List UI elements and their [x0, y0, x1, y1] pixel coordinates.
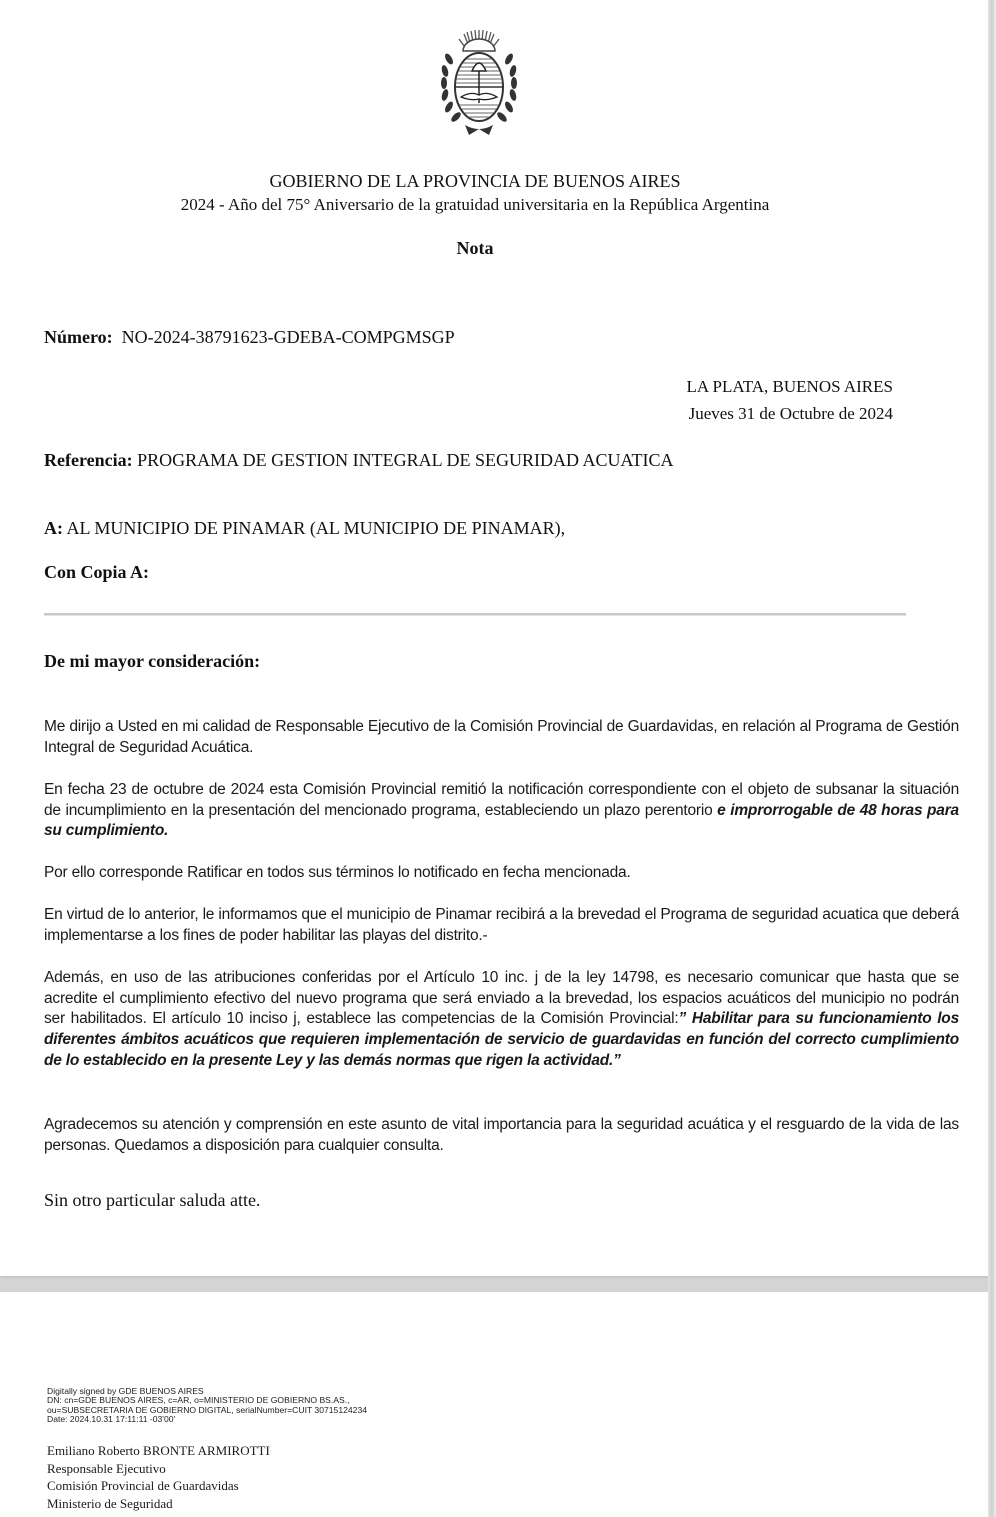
- number-value: NO-2024-38791623-GDEBA-COMPGMSGP: [121, 327, 455, 347]
- number-label: Número:: [44, 327, 113, 347]
- signer-block: [47, 1442, 270, 1512]
- paragraph-5-quote: ” Habilitar para su funcionamiento los diferentes ámbitos acuáticos que requieren implementación de servicio de guardavidas en función del correcto cumplimiento de lo establecido en la presente Ley y las demás normas que rigen la actividad.”: [44, 1010, 959, 1069]
- place: LA PLATA, BUENOS AIRES: [686, 377, 893, 396]
- signer-ministry: Ministerio de Seguridad: [47, 1495, 173, 1511]
- reference-label: Referencia:: [44, 450, 133, 470]
- paragraph-4: En virtud de lo anterior, le informamos que el municipio de Pinamar recibirá a la brevedad el Programa de seguridad acuatica que deberá implementarse a los fines de poder habilitar las playas del distrito.-: [44, 906, 959, 944]
- paragraph-5: [44, 968, 959, 1072]
- recipient-value: AL MUNICIPIO DE PINAMAR (AL MUNICIPIO DE PINAMAR),: [66, 518, 566, 538]
- signer-name: Emiliano Roberto BRONTE ARMIROTTI: [47, 1443, 270, 1458]
- digital-signature-line: Digitally signed by GDE BUENOS AIRES: [47, 1386, 204, 1396]
- closing: Sin otro particular saluda atte.: [44, 1190, 261, 1210]
- year-motto: 2024 - Año del 75° Aniversario de la gratuidad universitaria en la República Argentina: [180, 195, 770, 214]
- paragraph-2-text: En fecha 23 de octubre de 2024 esta Comisión Provincial remitió la notificación correspondiente con el objeto de subsanar la situación de incumplimiento en la presentación del mencionado programa, estableciendo un plazo perentorio: [44, 781, 959, 819]
- paragraph-2-emphasis: e improrrogable de 48 horas para su cumplimiento.: [44, 801, 959, 840]
- signer-role: Responsable Ejecutivo: [47, 1460, 166, 1476]
- document-number: [44, 327, 455, 348]
- document-type-title: Nota: [456, 238, 494, 258]
- divider: [44, 613, 906, 616]
- digital-signature-line: DN: cn=GDE BUENOS AIRES, c=AR, o=MINISTERIO DE GOBIERNO BS.AS.,: [47, 1395, 350, 1406]
- salutation-text: De mi mayor consideración:: [44, 651, 261, 671]
- paragraph-6: Agradecemos su atención y comprensión en este asunto de vital importancia para la seguridad acuática y el resguardo de la vida de las personas. Quedamos a disposición para cualquier consulta.: [44, 1116, 959, 1154]
- digital-signature-line: ou=SUBSECRETARIA DE GOBIERNO DIGITAL, serialNumber=CUIT 30715124234: [47, 1404, 368, 1415]
- government-header: GOBIERNO DE LA PROVINCIA DE BUENOS AIRES: [269, 171, 681, 191]
- salutation: [44, 651, 260, 672]
- cc: [44, 562, 149, 583]
- cc-label: Con Copia A:: [44, 562, 150, 582]
- paragraph-5-text: Además, en uso de las atribuciones conferidas por el Artículo 10 inc. j de la ley 14798, es necesario comunicar que hasta que se acredite el cumplimiento efectivo del nuevo programa que será enviado a la brevedad, los espacios acuáticos del municipio no podrán ser habilitados. El artículo 10 inciso j, establece las competencias de la Comisión Provincial:: [44, 969, 959, 1028]
- digital-signature-block: [47, 1387, 367, 1425]
- reference-value: PROGRAMA DE GESTION INTEGRAL DE SEGURIDAD ACUATICA: [137, 450, 674, 470]
- paragraph-1: Me dirijo a Usted en mi calidad de Responsable Ejecutivo de la Comisión Provincial de Guardavidas, en relación al Programa de Gestión Integral de Seguridad Acuática.: [44, 718, 959, 756]
- argentina-coat-of-arms-icon: [437, 27, 521, 143]
- date: Jueves 31 de Octubre de 2024: [688, 404, 893, 423]
- recipient-label: A:: [44, 518, 63, 538]
- recipient: [44, 518, 565, 539]
- page-scroll-edge: [988, 0, 996, 1517]
- signer-org: Comisión Provincial de Guardavidas: [47, 1478, 239, 1493]
- paragraph-2: [44, 780, 959, 842]
- reference: [44, 450, 673, 471]
- paragraph-3: Por ello corresponde Ratificar en todos sus términos lo notificado en fecha mencionada.: [44, 864, 631, 881]
- digital-signature-line: Date: 2024.10.31 17:11:11 -03'00': [47, 1414, 176, 1425]
